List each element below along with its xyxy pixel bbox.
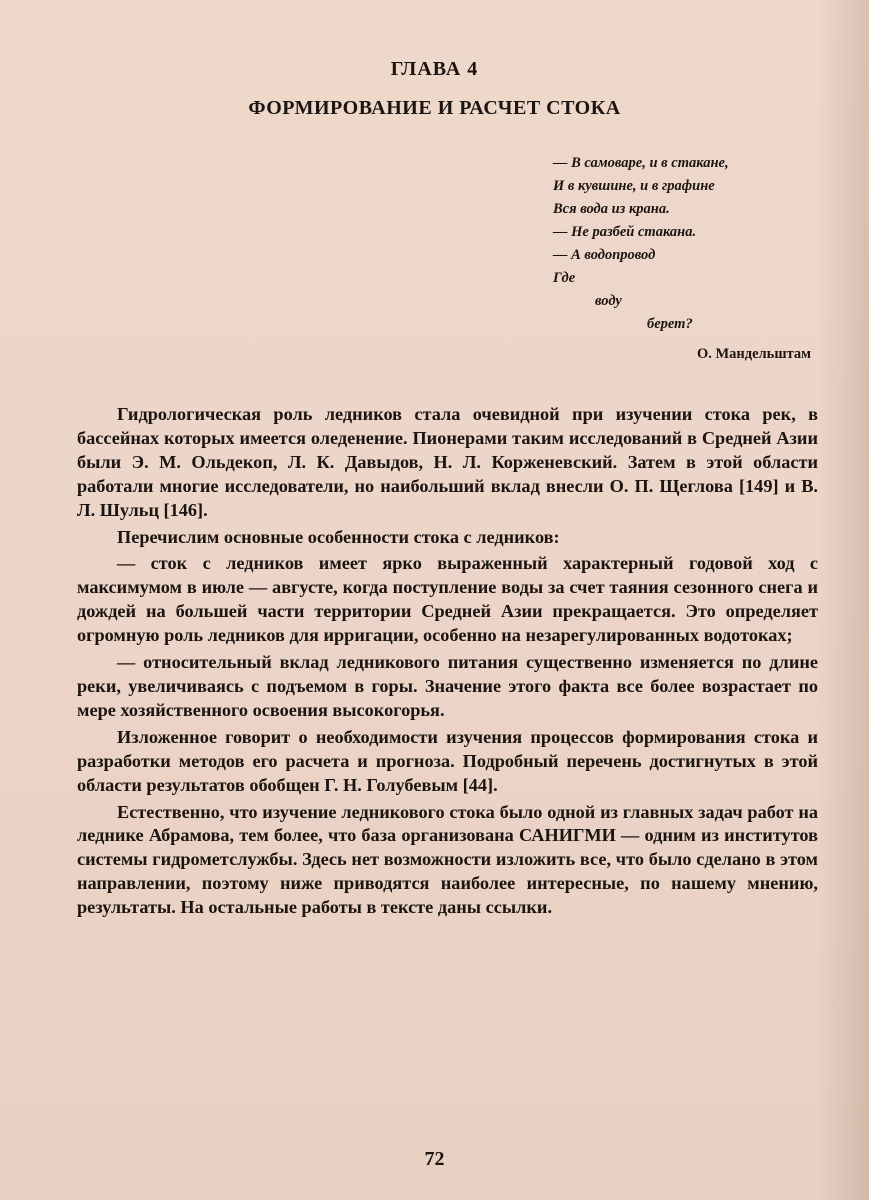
chapter-number: ГЛАВА 4 — [390, 58, 479, 80]
epigraph-line: берет? — [647, 316, 693, 332]
paragraph: — сток с ледников имеет ярко выраженный характерный годовой ход с максимумом в июле — августе, когда поступление воды за счет таяния сезонного снега и дождей на большей части территории Средней Азии прекращается. Это определяет огромную роль ледников для ирригации, особенно на незарегулированных водотоках; — [77, 553, 818, 646]
epigraph-line: Где — [553, 270, 576, 286]
epigraph-line: — Не разбей стакана. — [553, 224, 697, 240]
page-number: 72 — [424, 1148, 445, 1170]
epigraph-line: И в кувшине, и в графине — [553, 178, 715, 194]
paragraph: Естественно, что изучение ледникового стока было одной из главных задач работ на леднике Абрамова, тем более, что база организована САНИГМИ — одним из институтов системы гидрометслужбы. Здесь нет возможности изложить все, что было сделано в этом направлении, поэтому ниже приводятся наиболее интересные, по нашему мнению, результаты. На остальные работы в тексте даны ссылки. — [77, 801, 818, 918]
epigraph-line: воду — [595, 293, 622, 309]
epigraph — [553, 152, 843, 336]
paragraph: — относительный вклад ледникового питания существенно изменяется по длине реки, увеличиваясь с подъемом в горы. Значение этого факта все более возрастает по мере хозяйственного освоения высокогорья. — [77, 652, 818, 720]
epigraph-line: — В самоваре, и в стакане, — [553, 155, 729, 171]
chapter-title: ФОРМИРОВАНИЕ И РАСЧЕТ СТОКА — [248, 97, 621, 119]
paragraph: Гидрологическая роль ледников стала очевидной при изучении стока рек, в бассейнах которых имеется оледенение. Пионерами таким исследований в Средней Азии были Э. М. Ольдекоп, Л. К. Давыдов, Н. Л. Корженевский. Затем в этой области работали многие исследователи, но наибольший вклад внесли О. П. Щеглова [149] и В. Л. Шульц [146]. — [77, 404, 818, 520]
epigraph-line: Вся вода из крана. — [553, 201, 670, 217]
epigraph-line: — А водопровод — [553, 247, 656, 263]
paragraph: Перечислим основные особенности стока с ледников: — [117, 526, 560, 547]
body-text — [77, 403, 818, 923]
paragraph: Изложенное говорит о необходимости изучения процессов формирования стока и разработки методов его расчета и прогноза. Подробный перечень достигнутых в этой области результатов обобщен Г. Н. Голубевым [44]. — [77, 726, 818, 795]
epigraph-author: О. Мандельштам — [696, 346, 811, 362]
